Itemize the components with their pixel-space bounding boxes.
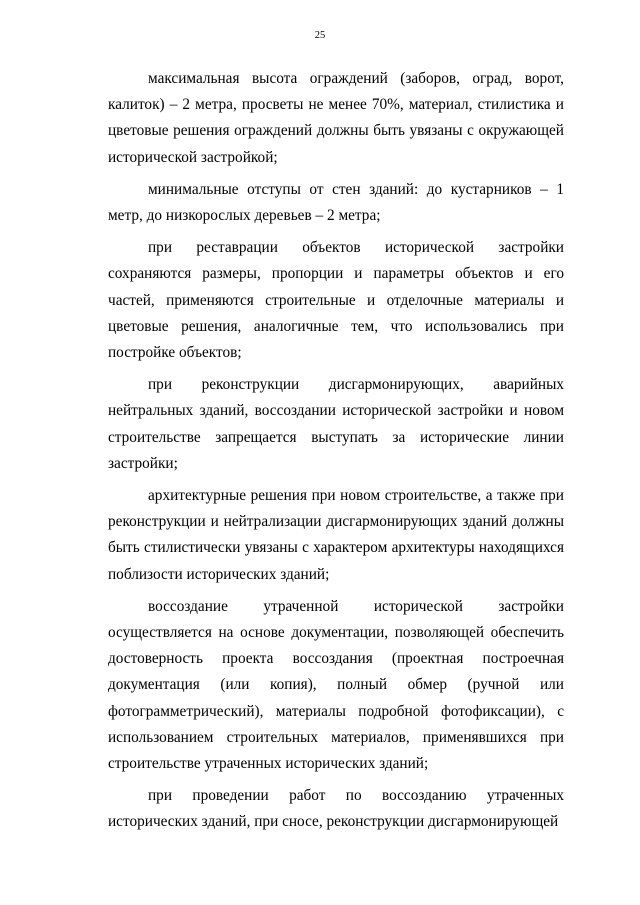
paragraph-recreation-documentation: воссоздание утраченной исторической застройки осуществляется на основе документации, позволяющей обеспечить достоверность проекта воссоздания (проектная построечная документация (или копия), полный обмер (ручной или фотограмметрический), материалы подробной фотофиксации), с использованием строительных материалов, применявшихся при строительстве утраченных исторических зданий;: [108, 597, 564, 773]
paragraph-setbacks: минимальные отступы от стен зданий: до кустарников – 1 метр, до низкорослых деревьев – 2 метра;: [108, 180, 564, 225]
document-body: [108, 66, 564, 842]
paragraph-reconstruction-lines: при реконструкции дисгармонирующих, аварийных нейтральных зданий, воссоздании исторической застройки и новом строительстве запрещается выступать за исторические линии застройки;: [108, 376, 564, 472]
paragraph-fence-height: максимальная высота ограждений (заборов, оград, ворот, калиток) – 2 метра, просветы не менее 70%, материал, стилистика и цветовые решения ограждений должны быть увязаны с окружающей исторической застройкой;: [108, 70, 564, 166]
paragraph-restoration: при реставрации объектов исторической застройки сохраняются размеры, пропорции и параметры объектов и его частей, применяются строительные и отделочные материалы и цветовые решения, аналогичные тем, что использовались при постройке объектов;: [108, 239, 564, 362]
paragraph-recreation-works: при проведении работ по воссозданию утраченных исторических зданий, при сносе, реконструкции дисгармонирующей: [108, 787, 564, 831]
page-number: 25: [314, 30, 326, 41]
paragraph-architectural-solutions: архитектурные решения при новом строительстве, а также при реконструкции и нейтрализации дисгармонирующих зданий должны быть стилистически увязаны с характером архитектуры находящихся поблизости исторических зданий;: [108, 487, 564, 583]
